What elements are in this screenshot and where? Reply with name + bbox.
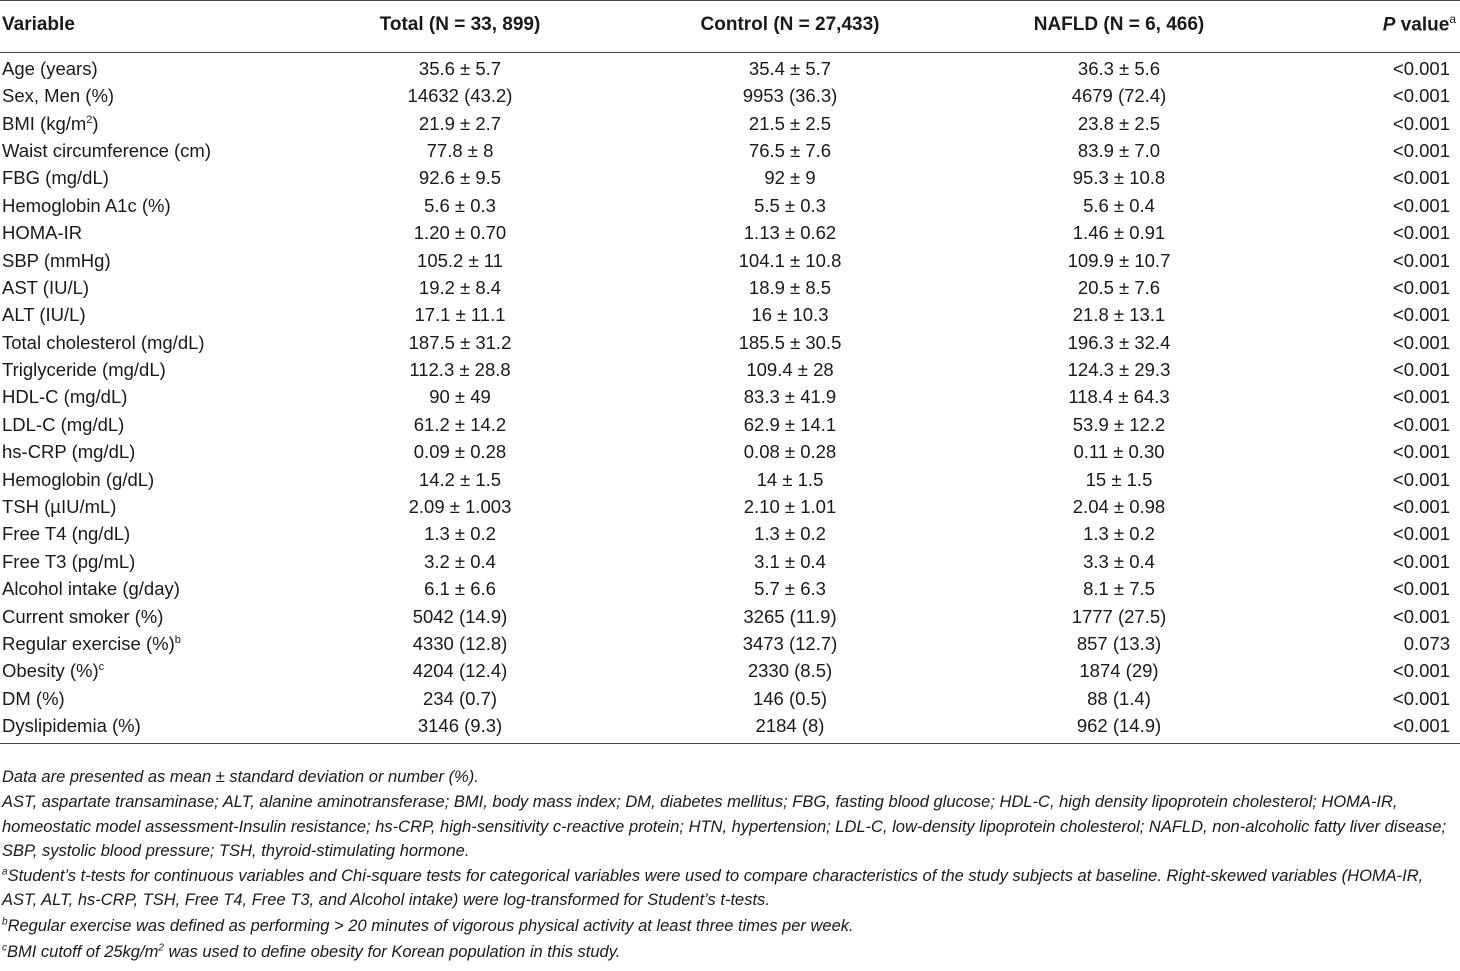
cell-control: 1.13 ± 0.62: [743, 222, 837, 244]
cell-total: 234 (0.7): [422, 687, 498, 709]
table-row: [0, 246, 1460, 273]
variable-name: Obesity (%): [2, 660, 99, 682]
footnote-b-text: Regular exercise was defined as performing > 20 minutes of vigorous physical activity at least three times per week.: [7, 916, 854, 935]
header-p-sup: a: [1449, 12, 1456, 27]
header-control: Control (N = 27,433): [620, 1, 960, 53]
cell-p-value: <0.001: [1392, 194, 1450, 216]
variable-name: Waist circumference (cm): [2, 139, 212, 161]
cell-control: 2330 (8.5): [747, 660, 833, 682]
variable-name: FBG (mg/dL): [2, 167, 109, 189]
cell-total: 4204 (12.4): [412, 660, 508, 682]
cell-p-value: <0.001: [1392, 550, 1450, 572]
cell-control: 3265 (11.9): [743, 605, 837, 627]
cell-variable: [0, 301, 300, 328]
cell-nafld: 857 (13.3): [1076, 633, 1162, 654]
variable-name: SBP (mmHg): [2, 249, 111, 271]
cell-variable: [0, 548, 300, 575]
cell-p-value: <0.001: [1392, 331, 1450, 353]
variable-name: LDL-C (mg/dL): [2, 413, 125, 435]
variable-name: Regular exercise (%): [2, 633, 175, 654]
table-row: [0, 164, 1460, 191]
cell-total: 14.2 ± 1.5: [418, 468, 502, 490]
cell-control: 92 ± 9: [764, 167, 816, 189]
cell-control: 5.7 ± 6.3: [754, 578, 826, 600]
cell-total: 5042 (14.9): [412, 605, 508, 627]
table-row: [0, 301, 1460, 328]
cell-control: 109.4 ± 28: [746, 359, 834, 381]
cell-total: 14632 (43.2): [407, 85, 513, 107]
cell-control: 9953 (36.3): [742, 85, 838, 107]
cell-nafld: 95.3 ± 10.8: [1072, 167, 1166, 189]
cell-control: 62.9 ± 14.1: [743, 413, 837, 435]
cell-nafld: 1.46 ± 0.91: [1072, 222, 1166, 244]
cell-nafld: 196.3 ± 32.4: [1067, 331, 1171, 353]
variable-name: Hemoglobin A1c (%): [2, 194, 171, 216]
cell-variable: [0, 602, 300, 629]
cell-control: 5.5 ± 0.3: [754, 194, 826, 216]
variable-name: HOMA-IR: [2, 222, 83, 244]
cell-nafld: 8.1 ± 7.5: [1083, 578, 1155, 600]
variable-name: ALT (IU/L): [2, 304, 86, 326]
cell-total: 3.2 ± 0.4: [424, 550, 496, 572]
cell-total: 187.5 ± 31.2: [408, 331, 512, 353]
cell-p-value: <0.001: [1392, 139, 1450, 161]
cell-control: 1.3 ± 0.2: [754, 523, 826, 545]
table-row: [0, 219, 1460, 246]
cell-total: 1.20 ± 0.70: [413, 222, 507, 244]
header-p-italic: P: [1382, 14, 1396, 36]
cell-total: 21.9 ± 2.7: [418, 112, 502, 134]
cell-variable: [0, 383, 300, 410]
cell-nafld: 4679 (72.4): [1071, 85, 1167, 107]
table-row: [0, 712, 1460, 744]
footnote-a-mark: a: [2, 866, 8, 877]
header-variable: Variable: [0, 1, 300, 53]
table-row: [0, 493, 1460, 520]
cell-p-value: <0.001: [1392, 496, 1450, 518]
cell-control: 14 ± 1.5: [756, 468, 824, 490]
note-abbreviations: AST, aspartate transaminase; ALT, alanine aminotransferase; BMI, body mass index; DM, diabetes mellitus; FBG, fasting blood glucose; HDL-C, high density lipoprotein cholesterol; HOMA-IR, homeostatic model assessment-Insulin resistance; hs-CRP, high-sensitivity c-reactive protein; HTN, hypertension; LDL-C, low-density lipoprotein cholesterol; NAFLD, non-alcoholic fatty liver disease; SBP, systolic blood pressure; TSH, thyroid-stimulating hormone.: [2, 793, 1447, 860]
variable-name: Dyslipidemia (%): [2, 714, 141, 736]
cell-control: 2184 (8): [620, 712, 960, 744]
cell-variable: [0, 575, 300, 602]
cell-variable: [0, 356, 300, 383]
cell-control: 76.5 ± 7.6: [748, 139, 832, 161]
cell-variable: [0, 630, 300, 657]
footnote-b: [2, 913, 1458, 939]
cell-p-value: <0.001: [1392, 112, 1450, 134]
footnote-c-post: was used to define obesity for Korean population in this study.: [163, 942, 621, 961]
variable-name: hs-CRP (mg/dL): [2, 441, 136, 463]
cell-control: 35.4 ± 5.7: [748, 58, 832, 79]
cell-p-value: <0.001: [1392, 660, 1450, 682]
cell-nafld: 962 (14.9): [960, 712, 1278, 744]
header-nafld: NAFLD (N = 6, 466): [960, 1, 1278, 53]
header-p-rest: value: [1395, 14, 1450, 36]
cell-control: 146 (0.5): [752, 687, 828, 709]
cell-total: 19.2 ± 8.4: [418, 276, 502, 298]
cell-variable: [0, 657, 300, 684]
cell-nafld: 109.9 ± 10.7: [1067, 249, 1171, 271]
table-row: [0, 657, 1460, 684]
table-row: [0, 192, 1460, 219]
variable-name: BMI (kg/m: [2, 112, 87, 134]
cell-p-value: <0.001: [1392, 276, 1450, 298]
table-body: [0, 53, 1460, 744]
cell-control: 0.08 ± 0.28: [743, 441, 837, 463]
cell-p-value: <0.001: [1392, 249, 1450, 271]
cell-nafld: 2.04 ± 0.98: [1072, 496, 1166, 518]
cell-nafld: 20.5 ± 7.6: [1077, 276, 1161, 298]
cell-variable: [0, 438, 300, 465]
cell-total: 17.1 ± 11.1: [414, 304, 506, 326]
table-row: [0, 53, 1460, 83]
table-row: [0, 356, 1460, 383]
cell-control: 18.9 ± 8.5: [748, 276, 832, 298]
footnote-c-sup: 2: [158, 942, 164, 953]
cell-total: 77.8 ± 8: [426, 139, 494, 161]
table-row: [0, 383, 1460, 410]
cell-control: 2.10 ± 1.01: [743, 496, 837, 518]
cell-variable: [0, 685, 300, 712]
cell-total: 4330 (12.8): [412, 633, 508, 654]
variable-name: Free T4 (ng/dL): [2, 523, 131, 545]
cell-p-value: <0.001: [1392, 523, 1450, 545]
cell-variable: [0, 219, 300, 246]
cell-control: 16 ± 10.3: [751, 304, 829, 326]
table-row: [0, 274, 1460, 301]
cell-total: 90 ± 49: [429, 386, 491, 408]
cell-p-value: <0.001: [1392, 58, 1450, 79]
cell-variable: [0, 137, 300, 164]
cell-variable: [0, 82, 300, 109]
cell-total: 3146 (9.3): [300, 712, 620, 744]
cell-control: 3.1 ± 0.4: [754, 550, 826, 572]
cell-control: 104.1 ± 10.8: [738, 249, 842, 271]
variable-name: Total cholesterol (mg/dL): [2, 331, 205, 353]
table-row: [0, 411, 1460, 438]
cell-variable: [0, 465, 300, 492]
cell-total: 5.6 ± 0.3: [424, 194, 496, 216]
cell-nafld: 15 ± 1.5: [1085, 468, 1153, 490]
cell-variable: [0, 712, 300, 744]
cell-variable: [0, 246, 300, 273]
table-row: [0, 82, 1460, 109]
header-row: [0, 1, 1460, 53]
footnote-c-mark: c: [2, 942, 7, 953]
cell-variable: [0, 411, 300, 438]
cell-p-value: <0.001: [1392, 359, 1450, 381]
cell-nafld: 83.9 ± 7.0: [1077, 139, 1161, 161]
table-row: [0, 630, 1460, 657]
cell-total: 6.1 ± 6.6: [424, 578, 496, 600]
cell-total: 2.09 ± 1.003: [408, 496, 512, 518]
variable-name: TSH (µIU/mL): [2, 496, 117, 518]
cell-p-value: <0.001: [1392, 441, 1450, 463]
note-presentation: Data are presented as mean ± standard deviation or number (%).: [2, 768, 479, 786]
cell-total: 92.6 ± 9.5: [418, 167, 502, 189]
cell-total: 61.2 ± 14.2: [413, 413, 507, 435]
variable-name: Age (years): [2, 58, 98, 79]
variable-name: Current smoker (%): [2, 605, 164, 627]
cell-nafld: 1.3 ± 0.2: [1083, 523, 1155, 545]
cell-variable: [0, 53, 300, 83]
cell-p-value: <0.001: [1392, 386, 1450, 408]
cell-p-value: <0.001: [1392, 304, 1450, 326]
cell-total: 105.2 ± 11: [417, 249, 503, 271]
footnote-c: [2, 939, 1458, 965]
cell-nafld: 36.3 ± 5.6: [1077, 58, 1161, 79]
cell-variable: [0, 164, 300, 191]
variable-name: Sex, Men (%): [2, 85, 115, 107]
cell-variable: [0, 329, 300, 356]
table-row: [0, 520, 1460, 547]
cell-nafld: 3.3 ± 0.4: [1083, 550, 1155, 572]
variable-superscript: b: [174, 633, 181, 646]
table-row: [0, 602, 1460, 629]
table-row: [0, 685, 1460, 712]
cell-variable: [0, 493, 300, 520]
variable-superscript: c: [98, 661, 105, 674]
table-row: [0, 109, 1460, 136]
table-row: [0, 465, 1460, 492]
cell-nafld: 1777 (27.5): [1071, 605, 1167, 627]
cell-p-value: <0.001: [1392, 85, 1450, 107]
cell-total: 112.3 ± 28.8: [409, 359, 511, 381]
cell-control: 185.5 ± 30.5: [738, 331, 842, 353]
table-row: [0, 137, 1460, 164]
cell-variable: [0, 109, 300, 136]
cell-p-value: <0.001: [1392, 605, 1450, 627]
cell-nafld: 0.11 ± 0.30: [1073, 441, 1165, 463]
cell-variable: [0, 192, 300, 219]
cell-nafld: 53.9 ± 12.2: [1072, 413, 1166, 435]
cell-control: 83.3 ± 41.9: [743, 386, 837, 408]
table-row: [0, 575, 1460, 602]
cell-total: 35.6 ± 5.7: [418, 58, 502, 79]
footnote-c-pre: BMI cutoff of 25kg/m: [7, 942, 159, 961]
cell-total: 1.3 ± 0.2: [424, 523, 496, 545]
cell-p-value: <0.001: [1392, 167, 1450, 189]
cell-nafld: 124.3 ± 29.3: [1067, 359, 1171, 381]
table-row: [0, 438, 1460, 465]
table-header: [0, 1, 1460, 53]
table-footnotes: [2, 764, 1458, 965]
cell-p-value: <0.001: [1392, 222, 1450, 244]
footnote-b-mark: b: [2, 916, 8, 927]
cell-total: 0.09 ± 0.28: [413, 441, 507, 463]
cell-nafld: 5.6 ± 0.4: [1083, 194, 1155, 216]
variable-name: Triglyceride (mg/dL): [2, 359, 166, 381]
header-p-value: [1278, 1, 1460, 53]
cell-nafld: 118.4 ± 64.3: [1068, 386, 1170, 408]
cell-p-value: <0.001: [1278, 712, 1460, 744]
footnote-a: [2, 864, 1458, 913]
table-row: [0, 548, 1460, 575]
header-total: Total (N = 33, 899): [300, 1, 620, 53]
cell-nafld: 1874 (29): [1079, 660, 1159, 682]
cell-p-value: 0.073: [1403, 633, 1450, 654]
cell-p-value: <0.001: [1392, 468, 1450, 490]
cell-nafld: 21.8 ± 13.1: [1072, 304, 1166, 326]
cell-p-value: <0.001: [1392, 687, 1450, 709]
cell-variable: [0, 274, 300, 301]
variable-name: HDL-C (mg/dL): [2, 386, 128, 408]
cell-nafld: 88 (1.4): [1087, 687, 1151, 709]
variable-superscript: 2: [86, 113, 93, 126]
cell-control: 21.5 ± 2.5: [748, 112, 832, 134]
cell-control: 3473 (12.7): [742, 633, 838, 654]
variable-suffix: ): [92, 112, 99, 134]
cell-p-value: <0.001: [1392, 413, 1450, 435]
variable-name: DM (%): [2, 687, 65, 709]
cell-variable: [0, 520, 300, 547]
variable-name: Free T3 (pg/mL): [2, 550, 136, 572]
table-row: [0, 329, 1460, 356]
variable-name: Alcohol intake (g/day): [2, 578, 180, 600]
footnote-a-text: Student’s t-tests for continuous variables and Chi-square tests for categorical variables were used to compare characteristics of the study subjects at baseline. Right-skewed variables (HOMA-IR, AST, ALT, hs-CRP, TSH, Free T4, Free T3, and Alcohol intake) were log-transformed for Student’s t-tests.: [2, 866, 1424, 909]
variable-name: Hemoglobin (g/dL): [2, 468, 155, 490]
cell-p-value: <0.001: [1392, 578, 1450, 600]
variable-name: AST (IU/L): [2, 276, 90, 298]
cell-nafld: 23.8 ± 2.5: [1077, 112, 1161, 134]
